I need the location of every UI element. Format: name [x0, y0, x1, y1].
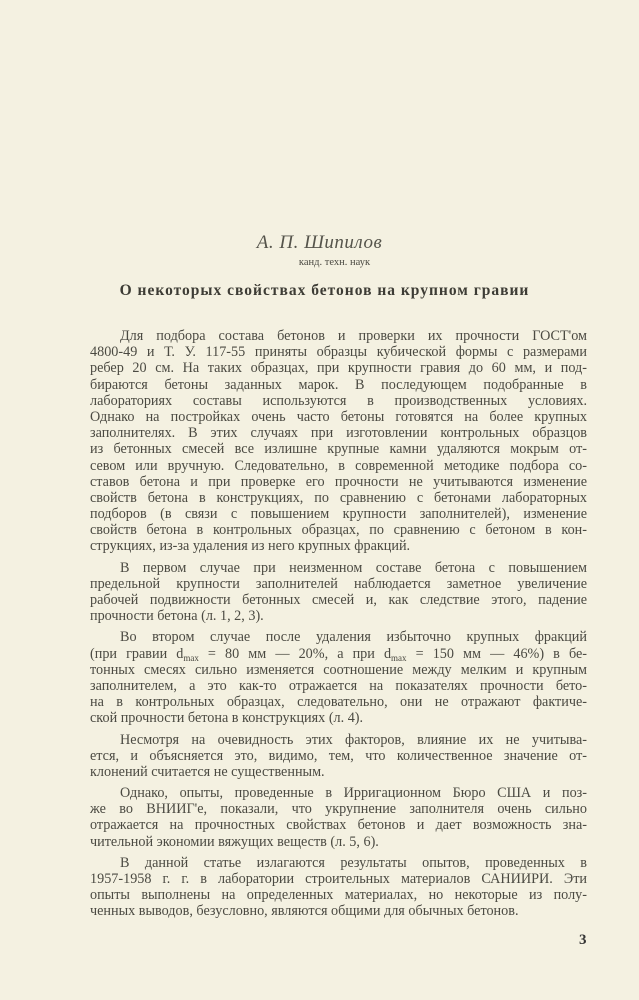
text-segment: = 150 мм — 46%) в бе- [406, 645, 587, 662]
article-title: О некоторых свойствах бетонов на крупном гравии [119, 282, 530, 299]
paragraph [90, 560, 587, 625]
text-line: заполнителем, а это как-то отражается на показателях прочности бето- [90, 677, 587, 694]
text-line: свойств бетона в конструкциях, по сравнению с бетонами лабораторных [90, 489, 587, 506]
text-line: Для подбора состава бетонов и проверки их прочности ГОСТ'ом [120, 328, 587, 344]
author-name: А. П. Шипилов [256, 232, 383, 253]
text-line: чительной экономии вяжущих веществ (л. 5, 6). [90, 833, 379, 850]
text-line: рабочей подвижности бетонных смесей и, как следствие этого, падение [90, 592, 587, 608]
text-line: севом или вручную. Следовательно, в современной методике подбора со- [90, 457, 587, 474]
text-segment: (при гравии d [90, 645, 184, 662]
text-line: В первом случае при неизменном составе бетона с повышением [120, 559, 587, 576]
subscript: max [183, 652, 199, 663]
text-line: ется, и объясняется это, видимо, тем, что количественное значение от- [90, 747, 587, 764]
text-line: на в контрольных образцах, следовательно, они не отражают фактиче- [90, 694, 587, 711]
text-line: клонений считается не существенным. [90, 763, 325, 780]
text-line: опыты выполнены на определенных материалах, но некоторые из полу- [90, 887, 587, 904]
paragraph [90, 629, 587, 726]
text-line: предельной крупности заполнителей наблюдается заметное увеличение [90, 575, 587, 592]
text-line: прочности бетона (л. 1, 2, 3). [90, 608, 264, 625]
text-line: В данной статье излагаются результаты опытов, проведенных в [120, 854, 587, 871]
paragraph [90, 785, 587, 850]
text-line: Несмотря на очевидность этих факторов, влияние их не учитыва- [120, 731, 587, 748]
text-line: ставов бетона и при проверке его прочности не учитываются изменение [90, 473, 587, 490]
paragraph [90, 855, 587, 920]
text-line: тонных смесях сильно изменяется соотношение между мелким и крупным [90, 661, 587, 678]
text-line: лабораториях составы используются в производственных условиях. [90, 392, 587, 409]
article-body [90, 328, 587, 925]
text-line: ченных выводов, безусловно, являются общими для обычных бетонов. [90, 903, 519, 920]
text-line: Однако, опыты, проведенные в Ирригационном Бюро США и поз- [120, 785, 587, 802]
paragraph [90, 732, 587, 781]
page-number: 3 [579, 932, 587, 948]
text-line: подборов (в связи с повышением крупности заполнителей), изменение [90, 506, 587, 523]
text-line: из бетонных смесей все излишне крупные камни удаляются мокрым от- [90, 441, 587, 458]
text-segment: = 80 мм — 20%, а при d [198, 645, 392, 662]
text-line: же во ВНИИГ'е, показали, что укрупнение заполнителя очень сильно [90, 801, 587, 818]
text-line: Во втором случае после удаления избыточно крупных фракций [120, 629, 587, 646]
text-line: 1957-1958 г. г. в лаборатории строительных материалов САНИИРИ. Эти [90, 871, 587, 887]
author-degree: канд. техн. наук [298, 257, 371, 268]
text-line: 4800-49 и Т. У. 117-55 приняты образцы кубической формы с размерами [90, 344, 587, 361]
text-line: ской прочности бетона в конструкциях (л. 4). [90, 710, 364, 727]
text-line: ребер 20 см. На таких образцах, при крупности гравия до 60 мм, и под- [90, 360, 587, 377]
text-line: Однако на постройках очень часто бетоны готовятся на более крупных [90, 408, 587, 425]
text-line [90, 646, 587, 662]
subscript: max [391, 652, 407, 663]
text-line: струкциях, из-за удаления из него крупных фракций. [90, 538, 411, 555]
text-line: свойств бетона в контрольных образцах, по сравнению с бетоном в кон- [90, 522, 587, 539]
text-line: отражается на прочностных свойствах бетонов и дает возможность зна- [90, 817, 587, 834]
paragraph [90, 328, 587, 555]
text-line: бираются бетоны заданных марок. В последующем подобранные в [90, 376, 587, 393]
text-line: заполнителях. В этих случаях при изготовлении контрольных образцов [90, 425, 587, 442]
